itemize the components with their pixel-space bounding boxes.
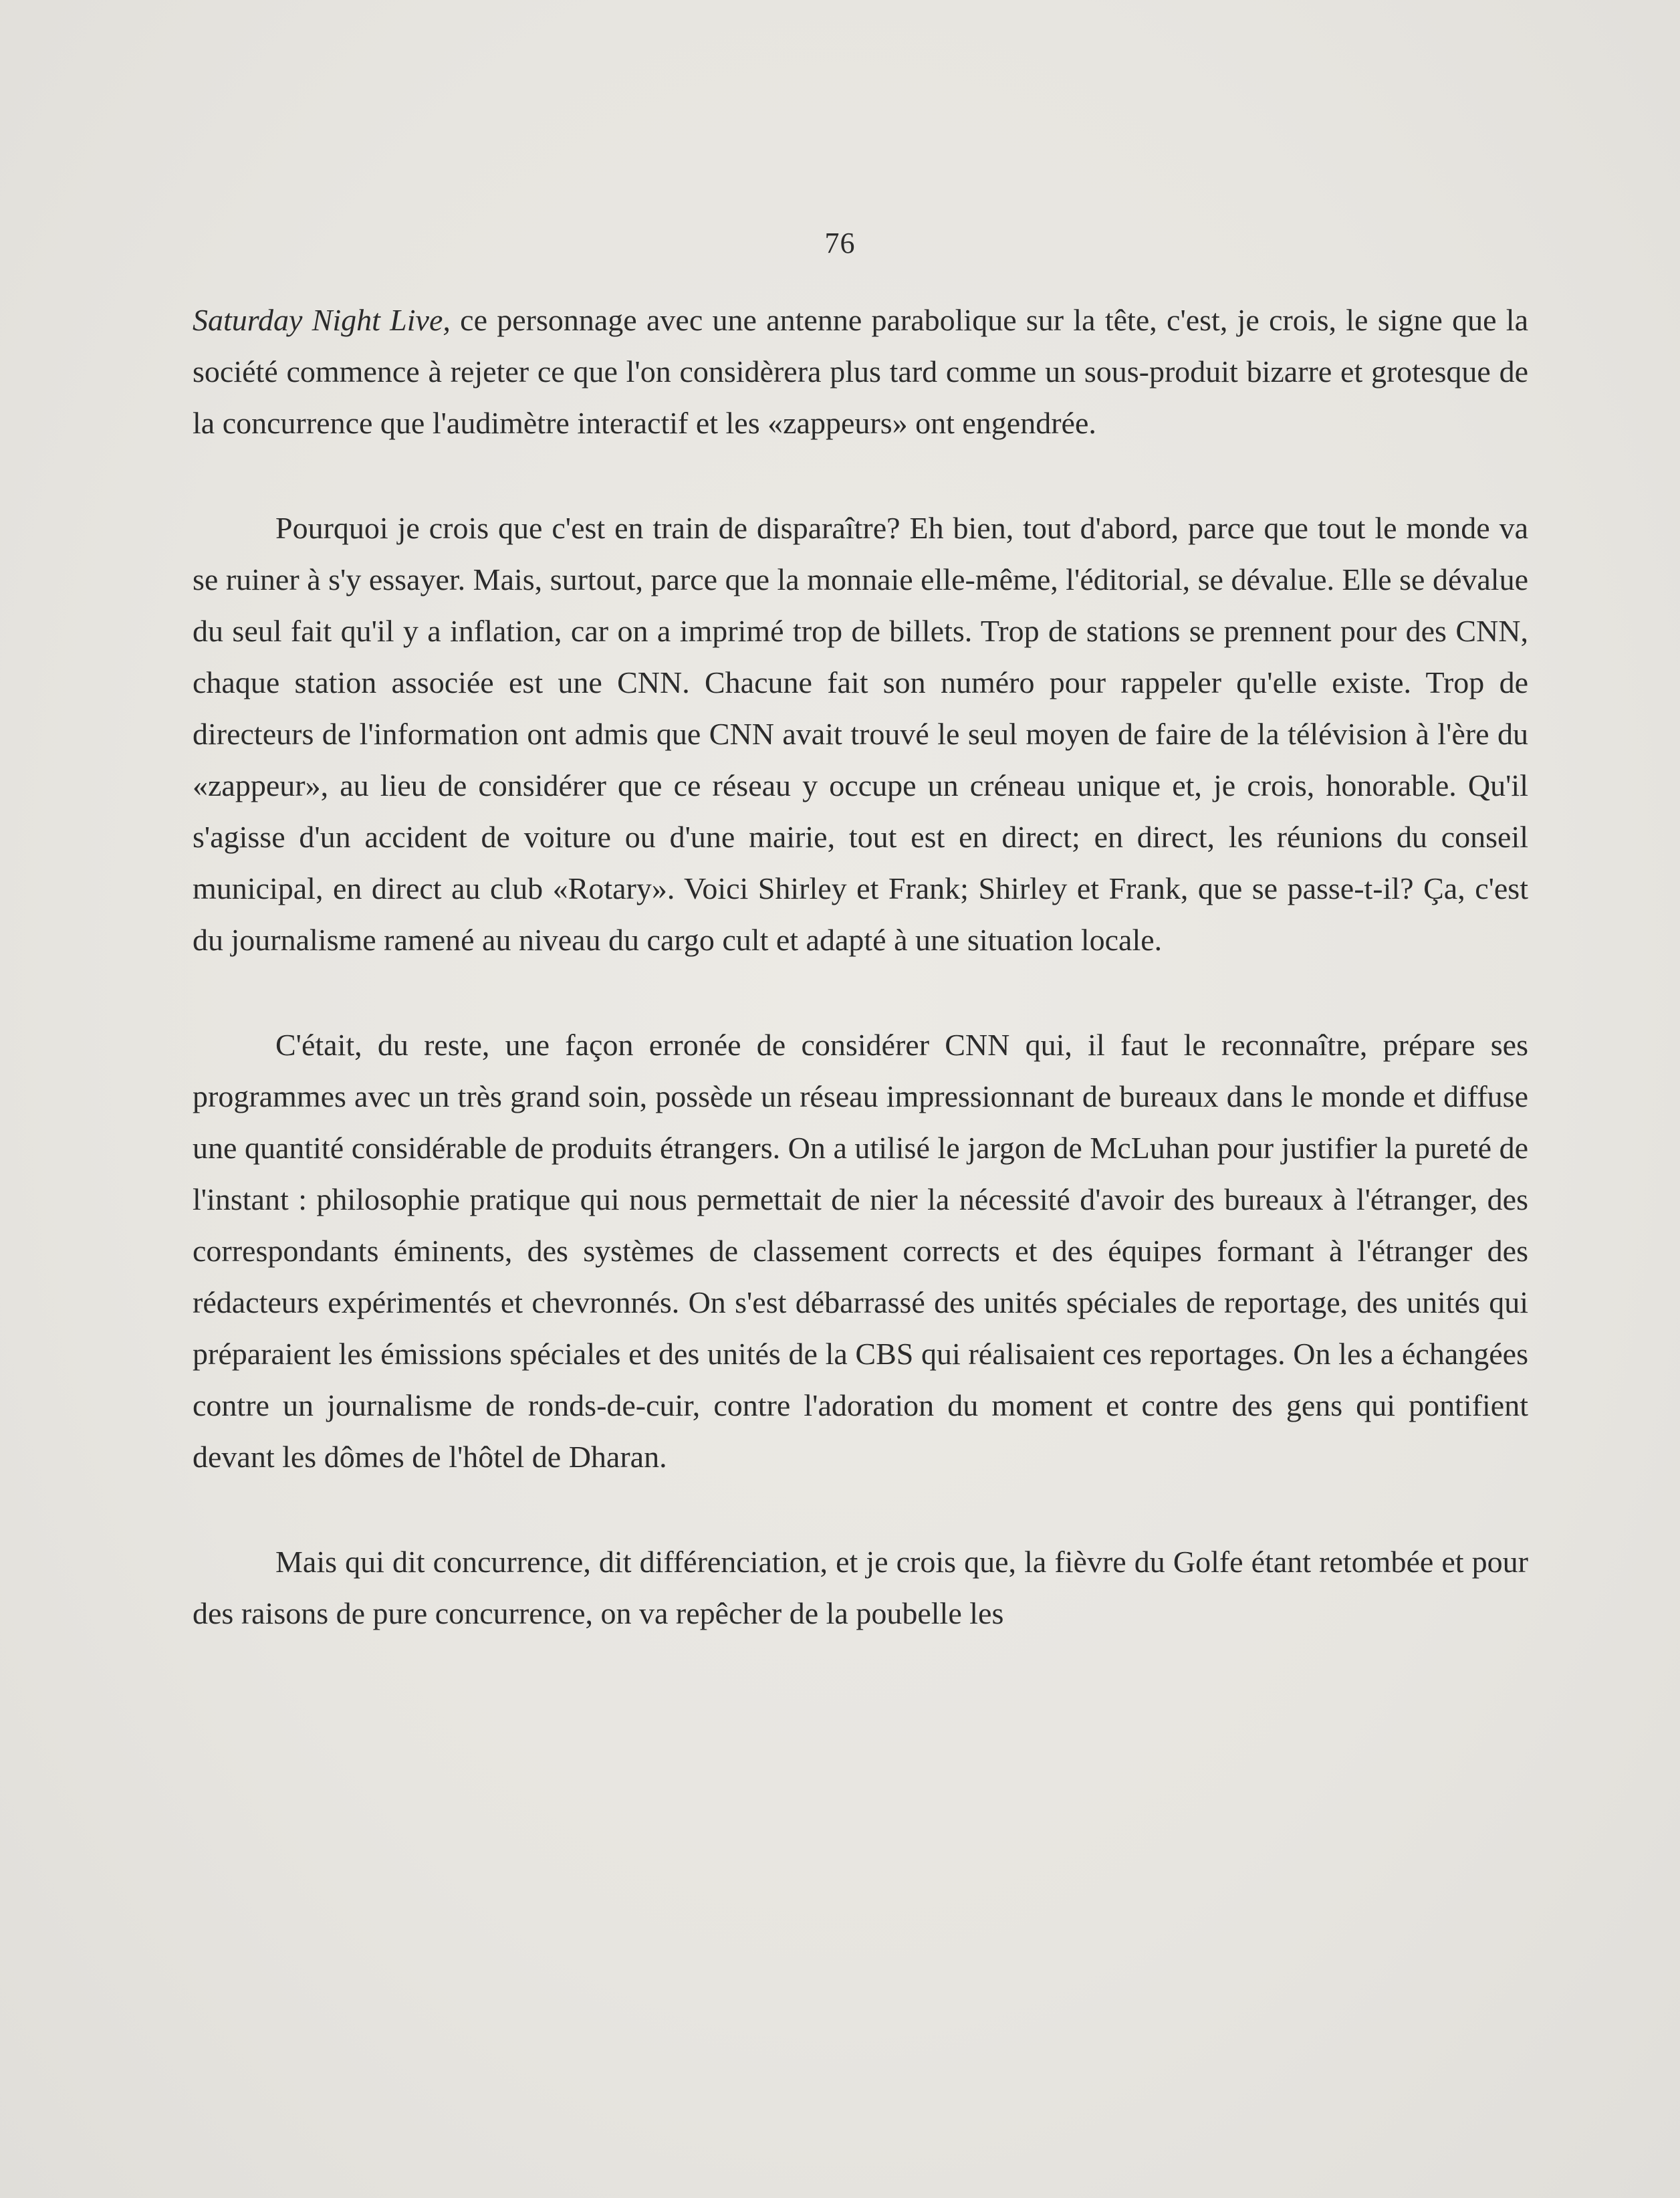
paragraph-3: C'était, du reste, une façon erronée de considérer CNN qui, il faut le reconnaître, prépare ses programmes avec un très grand soin, possède un réseau impressionnant de bureaux dans le monde et diffuse une quantité considérable de produits étrangers. On a utilisé le jargon de McLuhan pour justifier la pureté de l'instant : philosophie pratique qui nous permettait de nier la nécessité d'avoir des bureaux à l'étranger, des correspondants éminents, des systèmes de classement corrects et des équipes formant à l'étranger des rédacteurs expérimentés et chevronnés. On s'est débarrassé des unités spéciales de reportage, des unités qui préparaient les émissions spéciales et des unités de la CBS qui réalisaient ces reportages. On les a échangées contre un journalisme de ronds-de-cuir, contre l'adoration du moment et contre des gens qui pontifient devant les dômes de l'hôtel de Dharan. xyxy=(193,1028,1528,1474)
paragraph-1 xyxy=(193,294,1528,449)
paragraph-1-text: ce personnage avec une antenne parabolique sur la tête, c'est, je crois, le signe que la société commence à rejeter ce que l'on considèrera plus tard comme un sous-produit bizarre et grotesque de la concurrence que l'audimètre interactif et les «zappeurs» ont engendrée. xyxy=(193,303,1528,440)
show-title: Saturday Night Live, xyxy=(193,303,451,337)
body-text xyxy=(193,294,1528,1692)
page-number: 76 xyxy=(824,227,856,259)
paragraph-4: Mais qui dit concurrence, dit différenciation, et je crois que, la fièvre du Golfe étant retombée et pour des raisons de pure concurrence, on va repêcher de la poubelle les xyxy=(193,1545,1528,1630)
paragraph-2: Pourquoi je crois que c'est en train de disparaître? Eh bien, tout d'abord, parce que tout le monde va se ruiner à s'y essayer. Mais, surtout, parce que la monnaie elle-même, l'éditorial, se dévalue. Elle se dévalue du seul fait qu'il y a inflation, car on a imprimé trop de billets. Trop de stations se prennent pour des CNN, chaque station associée est une CNN. Chacune fait son numéro pour rappeler qu'elle existe. Trop de directeurs de l'information ont admis que CNN avait trouvé le seul moyen de faire de la télévision à l'ère du «zappeur», au lieu de considérer que ce réseau y occupe un créneau unique et, je crois, honorable. Qu'il s'agisse d'un accident de voiture ou d'une mairie, tout est en direct; en direct, les réunions du conseil municipal, en direct au club «Rotary». Voici Shirley et Frank; Shirley et Frank, que se passe-t-il? Ça, c'est du journalisme ramené au niveau du cargo cult et adapté à une situation locale. xyxy=(193,511,1528,957)
